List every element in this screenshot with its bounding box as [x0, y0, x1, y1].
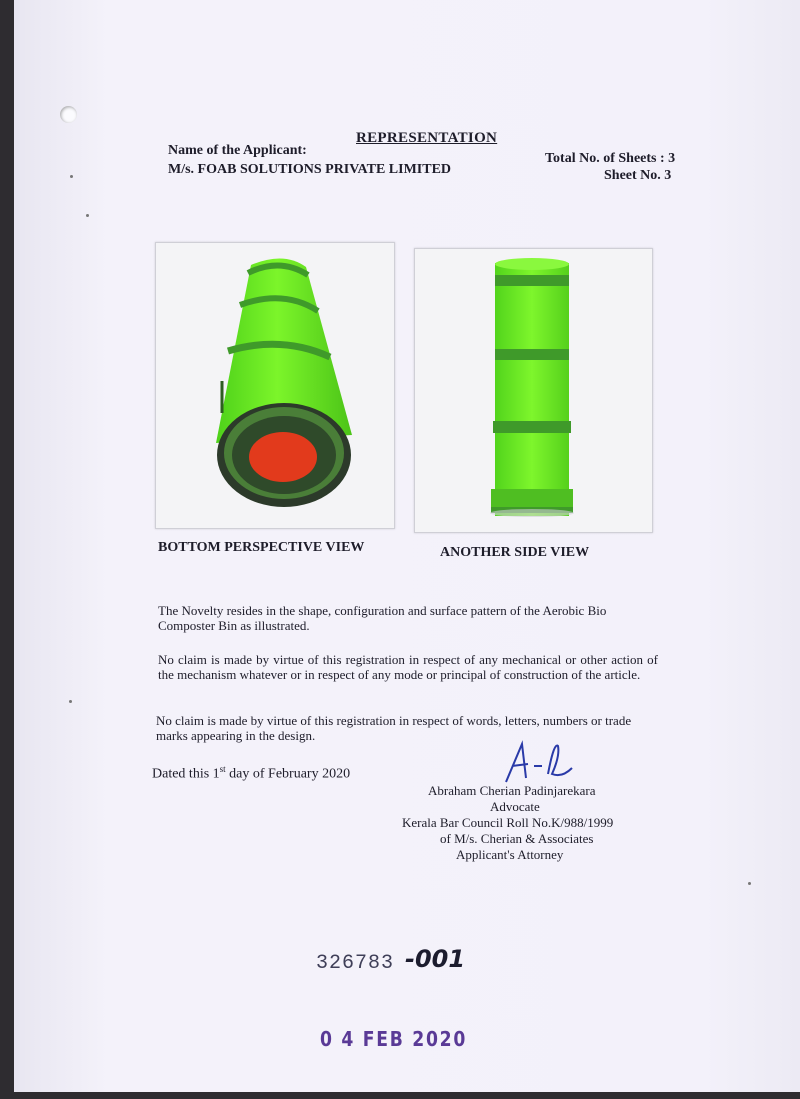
signatory-firm: of M/s. Cherian & Associates [440, 831, 594, 846]
application-number-stamp: 326783 [316, 952, 395, 975]
document-title: REPRESENTATION [356, 130, 498, 146]
bin-body [495, 263, 569, 516]
bottom-perspective-photo [155, 242, 395, 529]
signatory-name: Abraham Cherian Padinjarekara [428, 783, 596, 798]
total-sheets: Total No. of Sheets : 3 [545, 151, 676, 166]
paper-speck [70, 175, 73, 178]
claim-mechanism-statement: No claim is made by virtue of this registration in respect of any mechanical or other action of the mechanism whatever or in respect of any mode or principal of construction of the article. [158, 652, 658, 682]
applicant-name: M/s. FOAB SOLUTIONS PRIVATE LIMITED [168, 162, 452, 177]
novelty-statement: The Novelty resides in the shape, configuration and surface pattern of the Aerobic Bio Composter Bin as illustrated. [158, 603, 607, 633]
signatory-role: Applicant's Attorney [456, 847, 564, 862]
application-number-suffix: -001 [405, 945, 466, 973]
paper-speck [86, 214, 89, 217]
claim-marks-statement: No claim is made by virtue of this registration in respect of words, letters, numbers or trade marks appearing in the design. [156, 713, 632, 743]
bin-side-illustration [415, 249, 652, 532]
caption-bottom-perspective: BOTTOM PERSPECTIVE VIEW [158, 540, 365, 555]
paper-speck [748, 882, 751, 885]
date-stamp: 0 4 FEB 2020 [320, 1027, 468, 1051]
applicant-label: Name of the Applicant: [168, 143, 307, 158]
dated-line: Dated this 1st day of February 2020 [152, 764, 351, 782]
handwritten-signature [492, 738, 582, 788]
caption-side-view: ANOTHER SIDE VIEW [440, 545, 590, 560]
sheet-number: Sheet No. 3 [604, 168, 672, 183]
side-view-photo [414, 248, 653, 533]
signatory-roll-number: Kerala Bar Council Roll No.K/988/1999 [402, 815, 614, 830]
paper-speck [69, 700, 72, 703]
bin-bottom-illustration [156, 243, 394, 528]
signatory-title: Advocate [490, 799, 540, 814]
bin-red-base [249, 432, 317, 482]
punch-hole [60, 106, 77, 123]
